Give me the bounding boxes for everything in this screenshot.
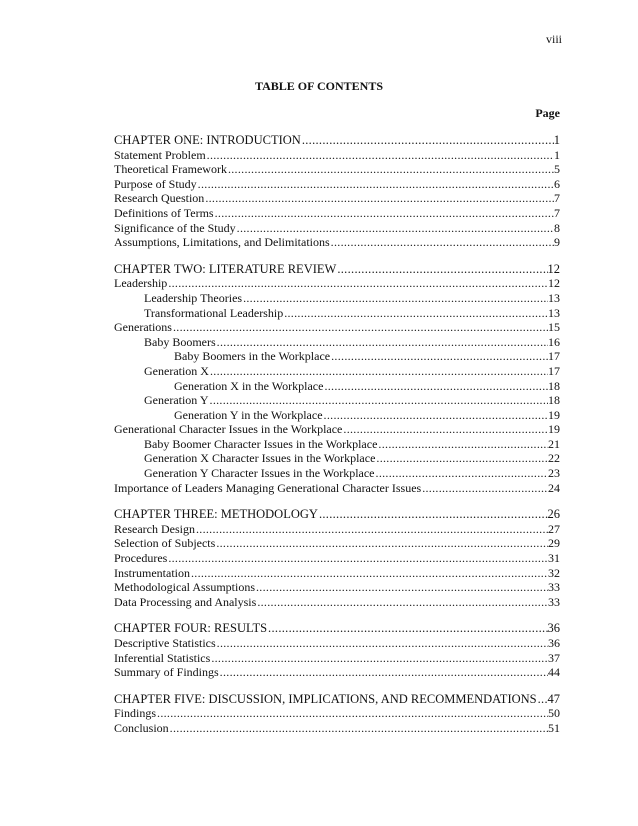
toc-entry[interactable] <box>114 162 560 177</box>
toc-entry-label: Definitions of Terms <box>114 205 214 220</box>
toc-entry-page: 13 <box>548 290 560 305</box>
toc-entry-label: Selection of Subjects <box>114 536 216 551</box>
toc-entry-page: 7 <box>554 191 560 206</box>
toc-entry-page: 19 <box>548 422 560 437</box>
dot-leader <box>217 636 548 651</box>
toc-entry-label: Methodological Assumptions <box>114 580 255 595</box>
toc-entry[interactable] <box>114 437 560 452</box>
toc-entry-page: 47 <box>547 691 560 706</box>
toc-entry-page: 37 <box>548 650 560 665</box>
toc-entry-label: Findings <box>114 706 157 721</box>
dot-leader <box>268 621 547 636</box>
toc-entry-page: 1 <box>553 133 560 147</box>
toc-entry-label: CHAPTER TWO: LITERATURE REVIEW <box>114 261 337 276</box>
toc-entry-page: 17 <box>548 349 560 364</box>
dot-leader <box>376 466 548 481</box>
dot-leader <box>207 148 554 163</box>
toc-entry-page: 44 <box>548 665 560 680</box>
dot-leader <box>243 291 548 306</box>
toc-entry-page: 27 <box>548 521 560 536</box>
toc-entry-page: 24 <box>548 480 560 495</box>
toc-entry[interactable] <box>114 422 560 437</box>
toc-entry-page: 36 <box>547 621 560 636</box>
toc-entry-label: Research Design <box>114 521 195 536</box>
dot-leader <box>228 162 554 177</box>
toc-entry[interactable] <box>114 451 560 466</box>
dot-leader <box>191 566 548 581</box>
toc-entry[interactable] <box>114 706 560 721</box>
toc-entry-label: Conclusion <box>114 720 169 735</box>
toc-entry[interactable] <box>114 507 560 522</box>
toc-entry-page: 33 <box>548 594 560 609</box>
toc-entry-page: 31 <box>548 551 560 566</box>
dot-leader <box>284 306 548 321</box>
toc-entry-page: 22 <box>548 451 560 466</box>
toc-entry-page: 7 <box>554 205 560 220</box>
toc-entry-page: 50 <box>548 706 560 721</box>
page-title: TABLE OF CONTENTS <box>254 79 384 93</box>
toc-entry-label: CHAPTER THREE: METHODOLOGY <box>114 507 318 522</box>
toc-entry-label: Baby Boomers <box>144 334 216 349</box>
dot-leader <box>211 651 548 666</box>
dot-leader <box>217 335 548 350</box>
toc-entry-label: Generation X Character Issues in the Workplace <box>144 451 376 466</box>
page-column-header: Page <box>535 106 560 120</box>
toc-entry[interactable] <box>114 408 560 423</box>
dot-leader <box>256 580 548 595</box>
toc-entry-label: Generation Y <box>144 393 209 408</box>
toc-entry-page: 51 <box>548 720 560 735</box>
dot-leader <box>215 206 554 221</box>
toc-entry-label: Research Question <box>114 191 205 206</box>
toc-entry[interactable] <box>114 379 560 394</box>
toc-entry-page: 21 <box>548 436 560 451</box>
toc-entry[interactable] <box>114 133 560 148</box>
toc-entry-page: 12 <box>548 276 560 291</box>
toc-entry[interactable] <box>114 692 560 707</box>
toc-entry[interactable] <box>114 466 560 481</box>
toc-entry-page: 9 <box>554 235 560 250</box>
toc-entry-page: 18 <box>548 378 560 393</box>
toc-entry[interactable] <box>114 522 560 537</box>
toc-entry[interactable] <box>114 636 560 651</box>
toc-entry-label: Transformational Leadership <box>144 305 284 320</box>
dot-leader <box>343 422 548 437</box>
dot-leader <box>168 276 548 291</box>
dot-leader <box>205 191 554 206</box>
dot-leader <box>331 349 548 364</box>
toc-entry-label: Descriptive Statistics <box>114 636 216 650</box>
toc-entry-label: CHAPTER ONE: INTRODUCTION <box>114 133 301 147</box>
dot-leader <box>173 320 548 335</box>
toc-entry-page: 5 <box>554 162 560 177</box>
toc-entry-label: Baby Boomers in the Workplace <box>174 349 331 364</box>
dot-leader <box>337 262 547 277</box>
dot-leader <box>422 481 548 496</box>
toc-entry[interactable] <box>114 148 560 163</box>
toc-entry[interactable] <box>114 320 560 335</box>
toc-entry[interactable] <box>114 306 560 321</box>
dot-leader <box>157 706 548 721</box>
toc-entry-label: Baby Boomer Character Issues in the Workplace <box>144 436 378 451</box>
toc-entry-label: Generation Y Character Issues in the Workplace <box>144 466 375 481</box>
toc-chapter-five <box>114 692 560 736</box>
dot-leader <box>198 177 554 192</box>
toc-entry-page: 23 <box>548 466 560 481</box>
toc-entry-page: 36 <box>548 636 560 650</box>
toc-entry[interactable] <box>114 335 560 350</box>
dot-leader <box>210 393 548 408</box>
toc-chapter-three <box>114 507 560 609</box>
dot-leader <box>220 665 548 680</box>
toc-entry-page: 29 <box>548 536 560 551</box>
toc-entry[interactable] <box>114 665 560 680</box>
toc-entry-page: 6 <box>554 176 560 191</box>
toc-entry[interactable] <box>114 595 560 610</box>
dot-leader <box>376 451 548 466</box>
toc-entry[interactable] <box>114 191 560 206</box>
dot-leader <box>378 437 548 452</box>
dot-leader <box>331 235 554 250</box>
toc-entry[interactable] <box>114 536 560 551</box>
toc-entry[interactable] <box>114 262 560 277</box>
toc-entry-label: Importance of Leaders Managing Generational Character Issues <box>114 480 422 495</box>
toc-chapter-four <box>114 621 560 679</box>
toc-entry-label: Inferential Statistics <box>114 650 211 665</box>
toc-entry-label: Purpose of Study <box>114 176 197 191</box>
toc-entry[interactable] <box>114 721 560 736</box>
toc-entry-label: Generation Y in the Workplace <box>174 407 323 422</box>
toc-entry-label: Summary of Findings <box>114 665 219 680</box>
toc-entry-page: 26 <box>547 507 560 522</box>
toc-entry-page: 13 <box>548 305 560 320</box>
dot-leader <box>319 507 548 522</box>
toc-entry[interactable] <box>114 291 560 306</box>
toc-entry[interactable] <box>114 364 560 379</box>
toc-entry-page: 1 <box>554 147 560 162</box>
toc-entry-page: 32 <box>548 565 560 580</box>
dot-leader <box>302 133 554 148</box>
toc-entry-page: 19 <box>548 407 560 422</box>
toc-entry-label: Generations <box>114 320 172 335</box>
dot-leader <box>210 364 548 379</box>
dot-leader <box>196 522 548 537</box>
toc-entry-label: Data Processing and Analysis <box>114 594 257 609</box>
dot-leader <box>257 595 548 610</box>
toc-entry-label: CHAPTER FOUR: RESULTS <box>114 621 268 636</box>
toc-entry[interactable] <box>114 393 560 408</box>
page-number: viii <box>545 32 562 46</box>
toc-chapter-two <box>114 262 560 496</box>
toc-entry[interactable] <box>114 551 560 566</box>
toc-entry-page: 17 <box>548 363 560 378</box>
toc-entry-page: 16 <box>548 334 560 349</box>
toc-entry-label: Instrumentation <box>114 565 190 580</box>
toc-entry-label: Significance of the Study <box>114 220 236 235</box>
toc-entry-label: Generation X <box>144 363 209 378</box>
dot-leader <box>324 408 548 423</box>
toc-entry-label: Generation X in the Workplace <box>174 378 324 393</box>
toc-entry[interactable] <box>114 349 560 364</box>
toc-entry-label: Statement Problem <box>114 147 206 162</box>
dot-leader <box>237 221 554 236</box>
toc-entry[interactable] <box>114 566 560 581</box>
toc-entry[interactable] <box>114 580 560 595</box>
toc-entry-label: Assumptions, Limitations, and Delimitations <box>114 235 330 250</box>
toc-entry[interactable] <box>114 177 560 192</box>
toc-entry-page: 15 <box>548 320 560 335</box>
toc-entry-page: 33 <box>548 580 560 595</box>
dot-leader <box>170 721 548 736</box>
toc-entry[interactable] <box>114 621 560 636</box>
toc-entry-page: 8 <box>554 220 560 235</box>
toc-entry-label: Generational Character Issues in the Workplace <box>114 422 343 437</box>
toc-entry[interactable] <box>114 221 560 236</box>
dot-leader <box>538 692 548 707</box>
table-of-contents <box>114 133 560 748</box>
toc-entry-label: Leadership <box>114 276 168 291</box>
toc-entry[interactable] <box>114 235 560 250</box>
toc-entry-label: Leadership Theories <box>144 290 243 305</box>
dot-leader <box>324 379 548 394</box>
dot-leader <box>168 551 548 566</box>
toc-entry[interactable] <box>114 481 560 496</box>
toc-entry[interactable] <box>114 651 560 666</box>
toc-entry-page: 18 <box>548 393 560 408</box>
toc-chapter-one <box>114 133 560 250</box>
toc-entry-label: Theoretical Framework <box>114 162 227 177</box>
toc-entry-label: CHAPTER FIVE: DISCUSSION, IMPLICATIONS, AND RECOMMENDATIONS <box>114 691 537 706</box>
toc-entry[interactable] <box>114 276 560 291</box>
toc-entry-label: Procedures <box>114 551 168 566</box>
toc-entry-page: 12 <box>547 261 560 276</box>
toc-entry[interactable] <box>114 206 560 221</box>
dot-leader <box>216 536 548 551</box>
